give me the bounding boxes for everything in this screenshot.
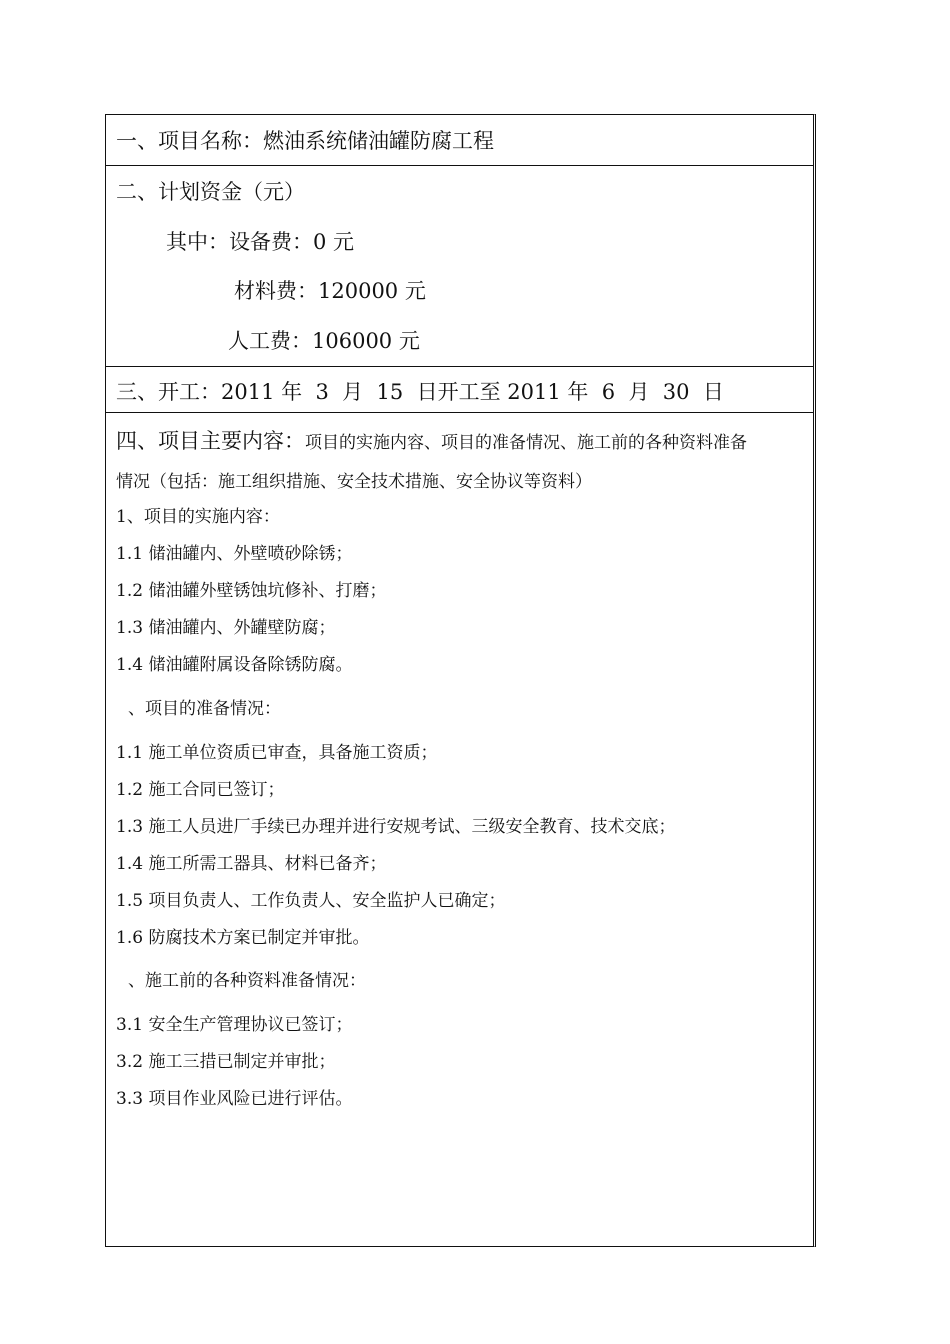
section3-title: 、施工前的各种资料准备情况：: [128, 971, 366, 991]
section1-item: 1.4 储油罐附属设备除锈防腐。: [116, 655, 353, 675]
funding-row: [106, 166, 813, 367]
section1-title: 1、项目的实施内容：: [116, 507, 280, 527]
section3-item: 3.2 施工三措已制定并审批；: [116, 1052, 336, 1072]
material-cost: 材料费：120000 元: [234, 279, 426, 303]
labor-cost: 人工费：106000 元: [228, 329, 420, 353]
section1-item: 1.1 储油罐内、外壁喷砂除锈；: [116, 544, 353, 564]
section2-title: 、项目的准备情况：: [128, 699, 281, 719]
content-heading-desc-2: 情况（包括：施工组织措施、安全技术措施、安全协议等资料）: [116, 472, 592, 492]
section2-item: 1.5 项目负责人、工作负责人、安全监护人已确定；: [116, 891, 506, 911]
section1-item: 1.3 储油罐内、外罐壁防腐；: [116, 618, 336, 638]
section2-item: 1.4 施工所需工器具、材料已备齐；: [116, 854, 387, 874]
main-content-row: [106, 413, 813, 1246]
project-name-row: [106, 115, 813, 166]
schedule-row: [106, 367, 813, 413]
project-name-text: 一、项目名称：燃油系统储油罐防腐工程: [116, 129, 494, 153]
section2-item: 1.2 施工合同已签订；: [116, 780, 285, 800]
section2-item: 1.3 施工人员进厂手续已办理并进行安规考试、三级安全教育、技术交底；: [116, 817, 676, 837]
section3-item: 3.3 项目作业风险已进行评估。: [116, 1089, 353, 1109]
funding-heading: 二、计划资金（元）: [116, 180, 305, 204]
section2-item: 1.6 防腐技术方案已制定并审批。: [116, 928, 370, 948]
content-heading-line: [116, 425, 747, 455]
equipment-cost: 其中：设备费：0 元: [166, 230, 355, 254]
section2-item: 1.1 施工单位资质已审查，具备施工资质；: [116, 743, 438, 763]
section1-item: 1.2 储油罐外壁锈蚀坑修补、打磨；: [116, 581, 387, 601]
section3-item: 3.1 安全生产管理协议已签订；: [116, 1015, 353, 1035]
schedule-text: 三、开工：2011 年 3 月 15 日开工至 2011 年 6 月 30 日: [116, 380, 724, 404]
project-form-table: [105, 114, 816, 1247]
content-heading: 四、项目主要内容：: [116, 429, 305, 453]
content-heading-desc: 项目的实施内容、项目的准备情况、施工前的各种资料准备: [305, 433, 747, 453]
